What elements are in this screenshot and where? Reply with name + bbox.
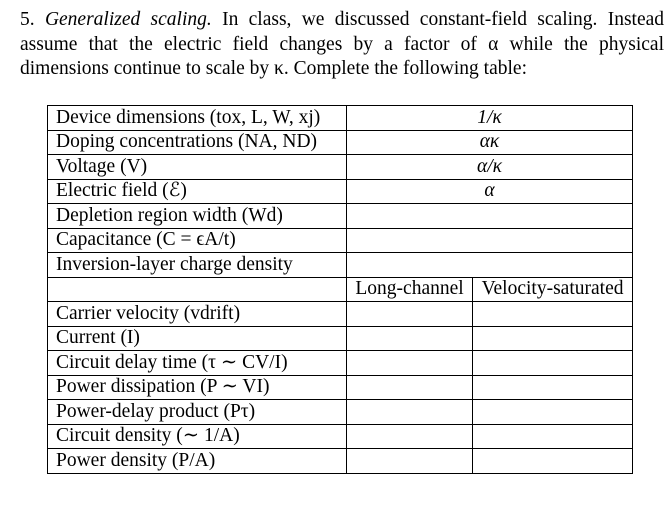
long-channel-cell[interactable] <box>347 326 473 351</box>
table-row <box>48 179 633 204</box>
long-channel-cell[interactable] <box>347 302 473 327</box>
row-label: Capacitance (C = ϵA/t) <box>48 228 347 253</box>
table-row <box>48 228 633 253</box>
table-row <box>48 204 633 229</box>
table-row <box>48 351 633 376</box>
problem-body: In class, we discussed constant-field scaling. Instead assume that the electric field changes by a factor of α while the physical dimensions continue to scale by κ. Complete the following table: <box>20 9 665 79</box>
problem-number: 5. <box>20 9 35 30</box>
table-row <box>48 302 633 327</box>
velocity-saturated-cell[interactable] <box>473 302 633 327</box>
answer-cell[interactable] <box>347 204 633 229</box>
row-value: α <box>347 179 633 204</box>
row-label: Electric field (ℰ) <box>48 179 347 204</box>
velocity-saturated-cell[interactable] <box>473 326 633 351</box>
header-velocity-saturated: Velocity-saturated <box>473 277 633 302</box>
velocity-saturated-cell[interactable] <box>473 351 633 376</box>
row-label: Power density (P/A) <box>48 449 347 474</box>
velocity-saturated-cell[interactable] <box>473 449 633 474</box>
long-channel-cell[interactable] <box>347 424 473 449</box>
row-label: Device dimensions (tox, L, W, xj) <box>48 106 347 131</box>
lower-section <box>48 277 633 473</box>
header-long-channel: Long-channel <box>347 277 473 302</box>
answer-cell[interactable] <box>347 253 633 278</box>
problem-statement <box>20 8 664 82</box>
problem-title: Generalized scaling. <box>44 9 212 30</box>
table-row <box>48 449 633 474</box>
table-row <box>48 326 633 351</box>
velocity-saturated-cell[interactable] <box>473 400 633 425</box>
velocity-saturated-cell[interactable] <box>473 424 633 449</box>
table-row <box>48 400 633 425</box>
row-label: Current (I) <box>48 326 347 351</box>
upper-section <box>48 106 633 278</box>
scaling-table <box>47 105 633 474</box>
row-label: Depletion region width (Wd) <box>48 204 347 229</box>
row-label: Voltage (V) <box>48 155 347 180</box>
column-header-row <box>48 277 633 302</box>
row-label: Circuit density (∼ 1/A) <box>48 424 347 449</box>
row-value: α/κ <box>347 155 633 180</box>
table-row <box>48 130 633 155</box>
row-label: Carrier velocity (vdrift) <box>48 302 347 327</box>
header-blank <box>48 277 347 302</box>
table-row <box>48 106 633 131</box>
row-value: ακ <box>347 130 633 155</box>
long-channel-cell[interactable] <box>347 351 473 376</box>
table-row <box>48 424 633 449</box>
velocity-saturated-cell[interactable] <box>473 375 633 400</box>
row-label: Power dissipation (P ∼ VI) <box>48 375 347 400</box>
row-label: Power-delay product (Pτ) <box>48 400 347 425</box>
long-channel-cell[interactable] <box>347 400 473 425</box>
row-label: Inversion-layer charge density <box>48 253 347 278</box>
long-channel-cell[interactable] <box>347 449 473 474</box>
table-row <box>48 375 633 400</box>
row-label: Circuit delay time (τ ∼ CV/I) <box>48 351 347 376</box>
row-value: 1/κ <box>347 106 633 131</box>
long-channel-cell[interactable] <box>347 375 473 400</box>
table-row <box>48 155 633 180</box>
answer-cell[interactable] <box>347 228 633 253</box>
table-row <box>48 253 633 278</box>
row-label: Doping concentrations (NA, ND) <box>48 130 347 155</box>
